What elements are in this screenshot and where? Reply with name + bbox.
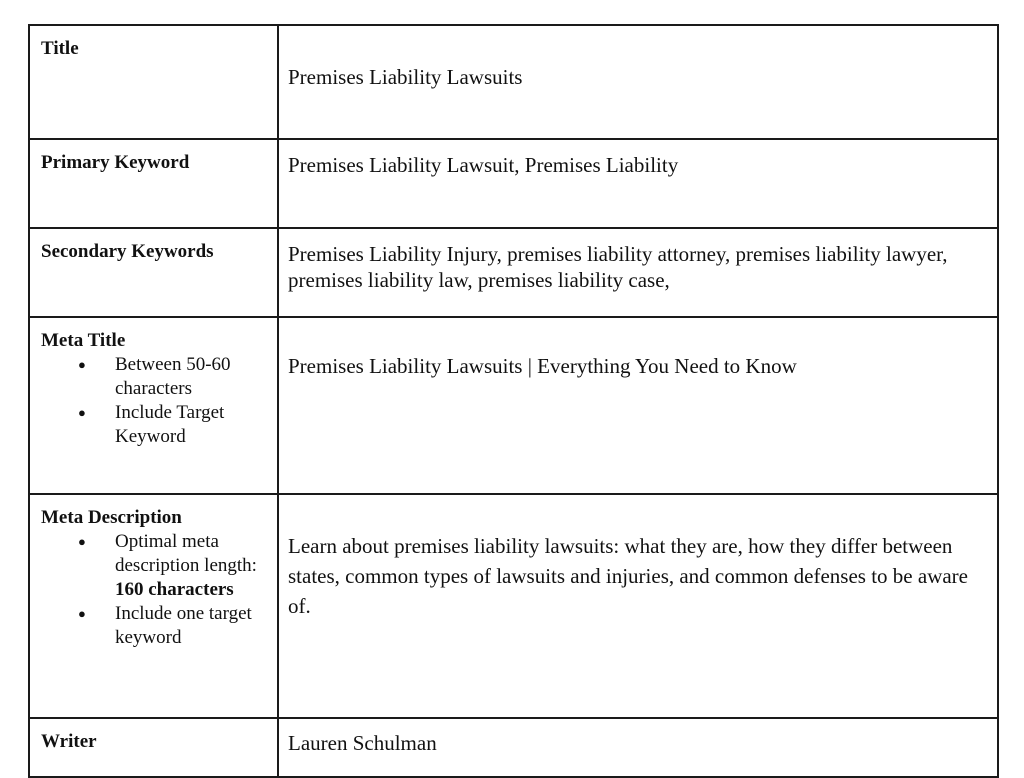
label-cell-writer <box>29 718 278 777</box>
table-row-secondary-keywords <box>29 228 998 317</box>
label-cell-meta-title <box>29 317 278 494</box>
requirement-item: ● Between 50-60 characters <box>41 353 269 401</box>
table-row-meta-description <box>29 494 998 718</box>
secondary-keywords-label: Secondary Keywords <box>41 241 214 262</box>
writer-value: Lauren Schulman <box>288 731 437 755</box>
meta-title-requirements <box>41 353 269 449</box>
meta-description-value: Learn about premises liability lawsuits: what they are, how they differ between states, common types of lawsuits and injuries, and common defenses to be aware of. <box>288 534 968 618</box>
value-cell-title <box>278 25 998 139</box>
value-cell-primary-keyword <box>278 139 998 228</box>
table-row-primary-keyword <box>29 139 998 228</box>
label-cell-meta-description <box>29 494 278 718</box>
secondary-keywords-value: Premises Liability Injury, premises liability attorney, premises liability lawyer, premises liability law, premises liability case, <box>288 242 948 292</box>
table-row-meta-title <box>29 317 998 494</box>
label-cell-primary-keyword <box>29 139 278 228</box>
requirement-item: ● Include Target Keyword <box>41 401 269 449</box>
value-cell-writer <box>278 718 998 777</box>
title-label: Title <box>41 38 79 59</box>
requirement-bold-text: 160 characters <box>115 579 234 600</box>
value-cell-meta-description <box>278 494 998 718</box>
requirement-text: Optimal meta description length: <box>115 531 257 576</box>
meta-description-label: Meta Description <box>41 507 182 528</box>
title-value: Premises Liability Lawsuits <box>288 65 523 89</box>
meta-title-label: Meta Title <box>41 330 126 351</box>
content-brief-table <box>28 24 999 778</box>
value-cell-secondary-keywords <box>278 228 998 317</box>
requirement-item: ● Include one target keyword <box>41 602 269 650</box>
value-cell-meta-title <box>278 317 998 494</box>
writer-label: Writer <box>41 731 97 752</box>
meta-title-value: Premises Liability Lawsuits | Everything You Need to Know <box>288 354 797 378</box>
meta-description-requirements <box>41 530 269 650</box>
primary-keyword-label: Primary Keyword <box>41 152 190 173</box>
requirement-item <box>41 530 269 602</box>
label-cell-title <box>29 25 278 139</box>
table-row-title <box>29 25 998 139</box>
label-cell-secondary-keywords <box>29 228 278 317</box>
primary-keyword-value: Premises Liability Lawsuit, Premises Liability <box>288 153 679 177</box>
table-row-writer <box>29 718 998 777</box>
